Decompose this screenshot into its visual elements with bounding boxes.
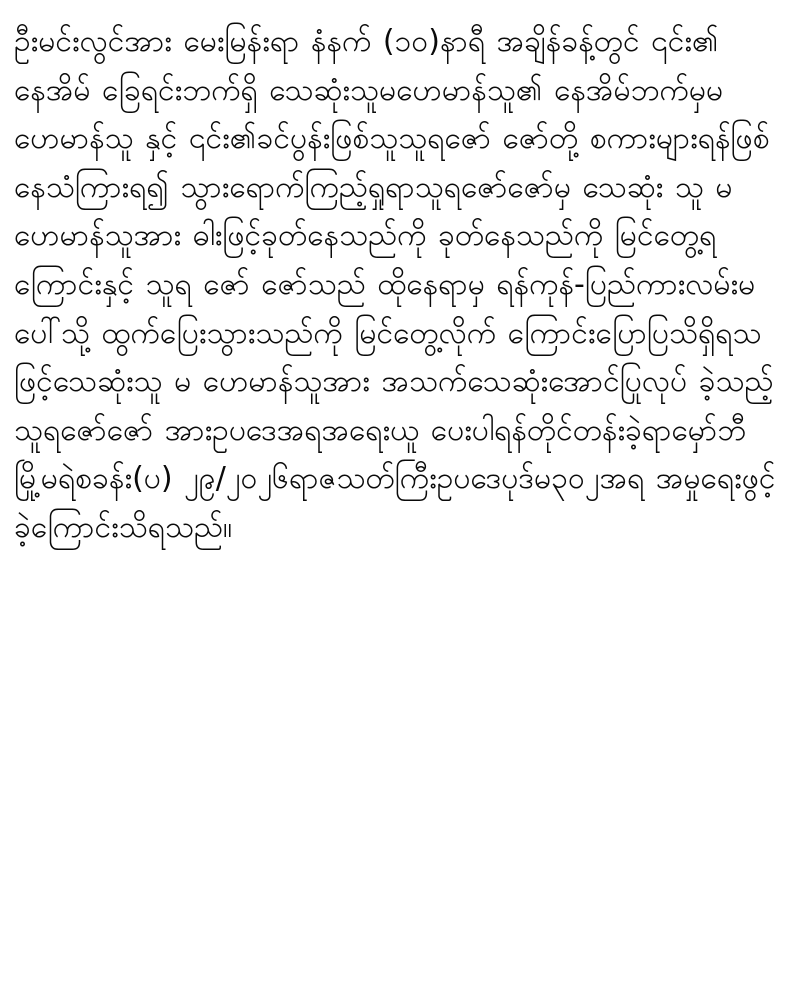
article-body-text: ဦးမင်းလွင်အား မေးမြန်းရာ နံနက် (၁၀)နာရီ အချိန်ခန့်တွင် ၎င်း၏ နေအိမ် ခြေရင်းဘက်ရှိ သေဆုံးသူမဟေမာန်သူ၏ နေအိမ်ဘက်မှမ ဟေမာန်သူ နှင့် ၎င်း၏ခင်ပွန်းဖြစ်သူသူရဇော် ဇော်တို့ စကားများရန်ဖြစ်နေသံကြားရ၍ သွားရောက်ကြည့်ရှုရာသူရဇော်ဇော်မှ သေဆုံး သူ မဟေမာန်သူအား ဓါးဖြင့်ခုတ်နေသည်ကို ခုတ်နေသည်ကို မြင်တွေ့ရကြောင်းနှင့် သူရ ဇော် ဇော်သည် ထိုနေရာမှ ရန်ကုန်-ပြည်ကားလမ်းမ ပေါ်သို့ ထွက်ပြေးသွားသည်ကို မြင်တွေ့လိုက် ကြောင်းပြောပြသိရှိရသဖြင့်သေဆုံးသူ မ ဟေမာန်သူအား အသက်သေဆုံးအောင်ပြုလုပ် ခဲ့သည့် သူရဇော်ဇော် အားဥပဒေအရအရေးယူ ပေးပါရန်တိုင်တန်းခဲ့ရာမှော်ဘီမြို့မရဲစခန်း(ပ) ၂၉/၂၀၂၆ရာဇသတ်ကြီးဥပဒေပုဒ်မ၃၀၂အရ အမှုရေးဖွင့်ခဲ့ကြောင်းသိရသည်။: [14, 24, 786, 545]
